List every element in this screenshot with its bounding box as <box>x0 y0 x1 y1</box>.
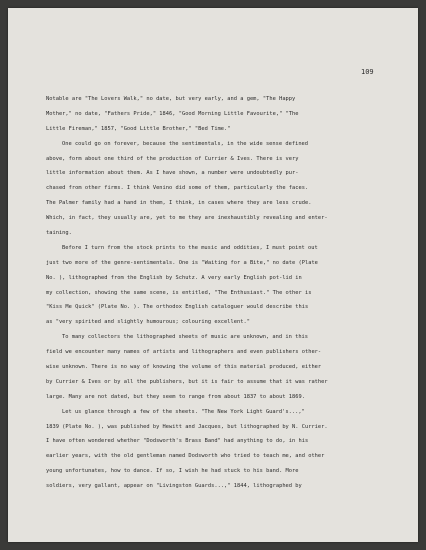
text-line: Before I turn from the stock prints to the music and oddities, I must point out <box>62 244 318 251</box>
text-line: above, form about one third of the production of Currier & Ives. There is very <box>46 155 299 162</box>
body-text <box>46 92 376 494</box>
text-line: Which, in fact, they usually are, yet to me they are inexhaustibly revealing and enter- <box>46 215 328 222</box>
text-line: No. ), lithographed from the English by Schutz. A very early English pot-lid in <box>46 274 302 281</box>
typescript-page <box>8 8 418 542</box>
text-line: "Kiss Me Quick" (Plate No. ). The orthodox English cataloguer would describe this <box>46 304 309 311</box>
text-line: little information about them. As I have shown, a number were undoubtedly pur- <box>46 170 299 177</box>
text-line: young unfortunates, how to dance. If so, I wish he had stuck to his band. More <box>46 468 299 475</box>
page-number: 109 <box>361 68 374 76</box>
text-line: soldiers, very gallant, appear on "Livingston Guards...," 1844, lithographed by <box>46 483 302 490</box>
text-line: Mother," no date, "Fathers Pride," 1846, "Good Morning Little Favourite," "The <box>46 110 299 117</box>
text-line: large. Many are not dated, but they seem to range from about 1837 to about 1869. <box>46 393 305 400</box>
text-line: taining. <box>46 230 72 237</box>
text-line: The Palmer family had a hand in them, I think, in cases where they are less crude. <box>46 200 312 207</box>
text-line: Little Fireman," 1857, "Good Little Brother," "Bed Time." <box>46 125 231 132</box>
text-line: field we encounter many names of artists and lithographers and even publishers other- <box>46 349 322 356</box>
text-line: as "very spirited and slightly humourous; colouring excellent." <box>46 319 250 326</box>
text-line: earlier years, with the old gentleman named Dodsworth who tried to teach me, and other <box>46 453 325 460</box>
text-line: just two more of the genre-sentimentals. One is "Waiting for a Bite," no date (Plate <box>46 259 318 266</box>
text-line: Let us glance through a few of the sheets. "The New York Light Guard's...," <box>62 408 305 415</box>
text-line: I have often wondered whether "Dodsworth's Brass Band" had anything to do, in his <box>46 438 309 445</box>
text-line: Notable are "The Lovers Walk," no date, but very early, and a gem, "The Happy <box>46 96 296 102</box>
text-line: One could go on forever, because the sentimentals, in the wide sense defined <box>62 140 309 147</box>
text-line: chased from other firms. I think Venino did some of them, particularly the faces. <box>46 185 309 192</box>
text-line: wise unknown. There is no way of knowing the volume of this material produced, either <box>46 364 322 371</box>
text-line: 1839 (Plate No. ), was published by Hewitt and Jacques, but lithographed by N. Currier. <box>46 423 328 430</box>
text-line: by Currier & Ives or by all the publishers, but it is fair to assume that it was rather <box>46 378 328 385</box>
text-line: my collection, showing the same scene, is entitled, "The Enthusiast." The other is <box>46 289 312 296</box>
text-line: To many collectors the lithographed sheets of music are unknown, and in this <box>62 334 309 341</box>
